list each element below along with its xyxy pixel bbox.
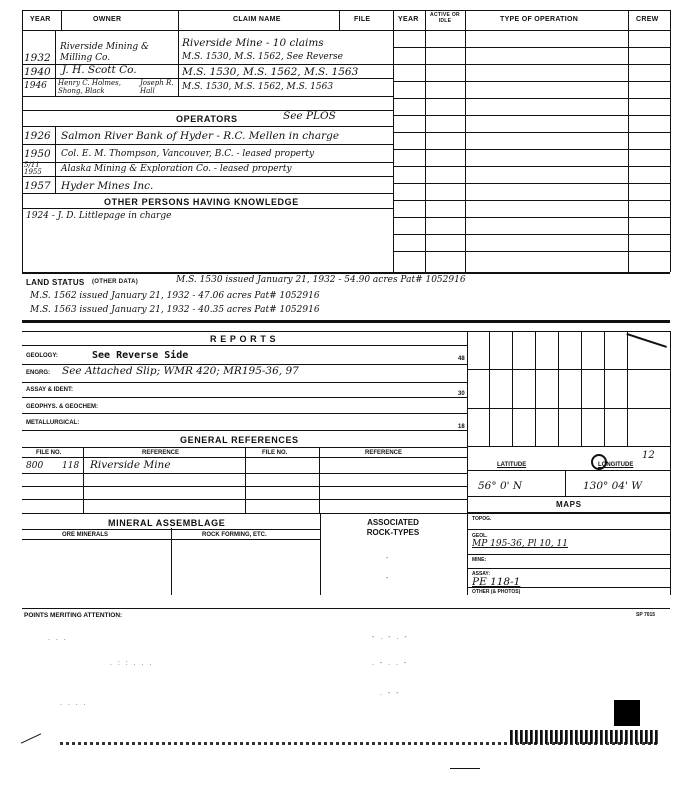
owner-claim-1b: M.S. 1530, M.S. 1562, See Reverse	[182, 52, 343, 62]
owner-name-1: Riverside Mining & Milling Co.	[60, 42, 150, 63]
metallurgical-label: METALLURGICAL:	[26, 420, 80, 426]
geophys-label: GEOPHYS. & GEOCHEM:	[26, 404, 99, 410]
engrg-value: See Attached Slip; WMR 420; MR195-36, 97	[62, 365, 299, 377]
bottom-scan-smudge	[510, 730, 660, 744]
operator-year-1957: 1957	[24, 180, 51, 192]
geology-value: See Reverse Side	[92, 350, 189, 361]
operator-year-1926: 1926	[24, 130, 51, 142]
other-persons-row: 1924 - J. D. Littlepage in charge	[26, 211, 172, 221]
num-18: 18	[458, 424, 465, 430]
points-label: POINTS MERITING ATTENTION:	[24, 612, 123, 619]
location-corner: 12	[642, 450, 655, 461]
owner-claim-2: M.S. 1530, M.S. 1562, M.S. 1563	[182, 66, 359, 78]
owner-name-2: J. H. Scott Co.	[62, 64, 137, 76]
maps-assay-label: ASSAY:	[472, 571, 491, 577]
operator-row-1955: Alaska Mining & Exploration Co. - leased property	[61, 164, 292, 174]
maps-topog-label: TOPOG.	[472, 516, 492, 522]
land-status-label: LAND STATUS	[26, 278, 85, 287]
operator-year-1950: 1950	[24, 148, 51, 160]
owner-claim-1: Riverside Mine - 10 claims	[182, 37, 324, 49]
land-status-line-3: M.S. 1563 issued January 21, 1932 - 40.35 acres Pat# 1052916	[30, 305, 320, 315]
ref-text: Riverside Mine	[90, 459, 171, 471]
reports-title: R E P O R T S	[210, 334, 277, 344]
maps-title: MAPS	[556, 500, 582, 509]
owner-claim-3: M.S. 1530, M.S. 1562, M.S. 1563	[182, 82, 334, 92]
header-active-idle: ACTIVE OR IDLE	[430, 12, 460, 24]
mineral-assemblage-title: MINERAL ASSEMBLAGE	[108, 518, 226, 528]
land-status-line-1: M.S. 1530 issued January 21, 1932 - 54.90 acres Pat# 1052916	[176, 275, 466, 285]
maps-assay-value: PE 118-1	[472, 576, 521, 588]
operator-year-1955: 5/11 1955	[24, 161, 42, 176]
header-year-2: YEAR	[398, 16, 419, 23]
corner-block	[614, 700, 640, 726]
longitude-value: 130° 04' W	[583, 480, 643, 492]
owner-year-1946: 1946	[24, 81, 47, 91]
associated-rock-types-label: ASSOCIATED ROCK-TYPES	[366, 518, 420, 537]
rock-forming-label: ROCK FORMING, ETC.	[202, 532, 267, 538]
col-file-no: FILE NO.	[36, 450, 62, 456]
num-30: 30	[458, 391, 465, 397]
scan-mark-2	[450, 768, 480, 769]
owner-year-1940: 1940	[24, 66, 51, 78]
assay-label: ASSAY & IDENT:	[26, 387, 74, 393]
form-number: SP 7015	[636, 612, 656, 618]
operator-row-1926: Salmon River Bank of Hyder - R.C. Mellen in charge	[61, 130, 340, 142]
engrg-label: ENGRG:	[26, 370, 50, 376]
header-type-operation: TYPE OF OPERATION	[500, 16, 579, 23]
general-references-title: GENERAL REFERENCES	[180, 435, 299, 445]
header-file: FILE	[354, 16, 371, 23]
num-48: 48	[458, 356, 465, 362]
maps-mine-label: MINE:	[472, 557, 487, 563]
header-claim-name: CLAIM NAME	[233, 16, 281, 23]
ref-num: 118	[62, 461, 80, 471]
owner-year-1932: 1932	[24, 52, 51, 64]
maps-other-label: OTHER (& PHOTOS)	[472, 589, 521, 595]
header-year: YEAR	[30, 16, 51, 23]
maps-geol-value: MP 195-36, Pl 10, 11	[472, 539, 568, 549]
owner-name-3b: Joseph R. Hall	[140, 79, 174, 95]
operator-row-1950: Col. E. M. Thompson, Vancouver, B.C. - leased property	[61, 149, 315, 159]
header-owner: OWNER	[93, 16, 122, 23]
operators-note: See PLOS	[283, 110, 336, 122]
land-status-line-2: M.S. 1562 issued January 21, 1932 - 47.06 acres Pat# 1052916	[30, 291, 320, 301]
latitude-label: LATITUDE	[497, 462, 527, 468]
land-status-rule	[22, 320, 670, 323]
ref-file-no: 800	[26, 461, 44, 471]
longitude-label: LONGITUDE	[598, 462, 634, 468]
operators-title: OPERATORS	[176, 114, 238, 124]
operator-row-1957: Hyder Mines Inc.	[61, 180, 154, 192]
land-status-sub: (OTHER DATA)	[92, 279, 139, 285]
other-persons-title: OTHER PERSONS HAVING KNOWLEDGE	[104, 197, 299, 207]
scan-mark	[21, 733, 41, 743]
col-file-no-2: FILE NO.	[262, 450, 288, 456]
col-reference-2: REFERENCE	[365, 450, 403, 456]
col-reference: REFERENCE	[142, 450, 180, 456]
maps-geol-label: GEOL.	[472, 533, 488, 539]
owner-name-3: Henry C. Holmes, Shong, Black	[58, 79, 121, 95]
geology-label: GEOLOGY:	[26, 353, 58, 359]
header-crew: CREW	[636, 16, 659, 23]
latitude-value: 56° 0' N	[478, 480, 523, 492]
ore-minerals-label: ORE MINERALS	[62, 532, 109, 538]
